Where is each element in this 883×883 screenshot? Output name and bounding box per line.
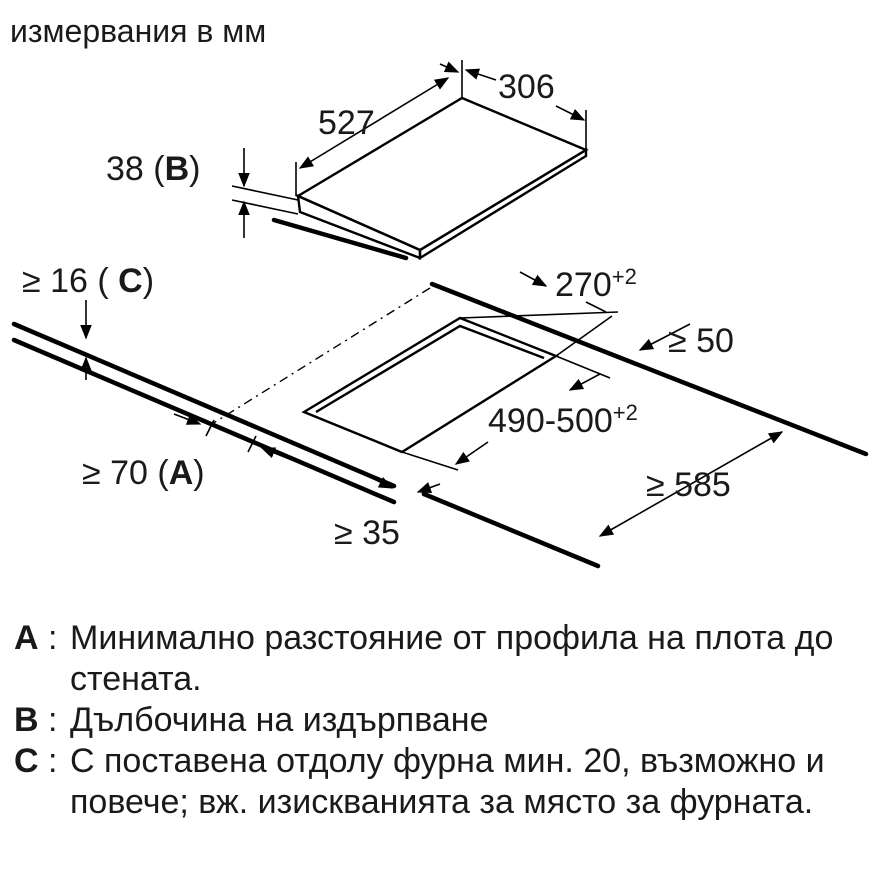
legend-item-c: C : С поставена отдолу фурна мин. 20, възможно и повече; вж. изискванията за място за фурната. [14, 741, 874, 823]
legend-key: A [14, 619, 39, 657]
dim-wall-70 [82, 414, 292, 492]
svg-text:≥ 585: ≥ 585 [646, 466, 731, 504]
svg-text:306: 306 [498, 68, 555, 106]
svg-text:490-500+2: $490-500^{+2}$ [488, 400, 638, 440]
legend-item-b: B : Дълбочина на издърпване [14, 700, 874, 741]
dim-cutout-270 [460, 264, 637, 356]
dim-depth-585 [600, 432, 782, 536]
svg-text:38 (B): 38 (B) [106, 150, 201, 188]
svg-text:527: 527 [318, 104, 375, 142]
legend-item-a: A : Минимално разстояние от профила на плота до стената. [14, 618, 874, 700]
legend-key: C [14, 742, 39, 780]
dim-height-38 [106, 148, 298, 238]
dim-depth-527 [296, 78, 448, 196]
countertop [14, 284, 866, 566]
dim-cutout-490 [402, 356, 638, 470]
svg-text:≥ 70 (A): ≥ 70 (A) [82, 454, 205, 492]
dim-width-306 [440, 60, 586, 150]
dim-top-16 [22, 262, 154, 380]
svg-text:≥ 16 ( C): ≥ 16 ( C) [22, 262, 155, 300]
svg-text:270+2: $270^{+2}$ [555, 264, 637, 304]
legend-text: С поставена отдолу фурна мин. 20, възможно и повече; вж. изискванията за място за фурната. [70, 742, 825, 821]
dim-front-35 [334, 478, 440, 552]
dim-edge-50 [640, 322, 734, 360]
diagram-title: измервания в мм [10, 13, 267, 49]
legend-text: Минимално разстояние от профила на плота до стената. [70, 619, 834, 698]
svg-text:≥ 35: ≥ 35 [334, 514, 400, 552]
legend [14, 618, 874, 823]
legend-text: Дълбочина на издърпване [70, 701, 489, 739]
legend-key: B [14, 701, 39, 739]
svg-text:≥ 50: ≥ 50 [668, 322, 734, 360]
